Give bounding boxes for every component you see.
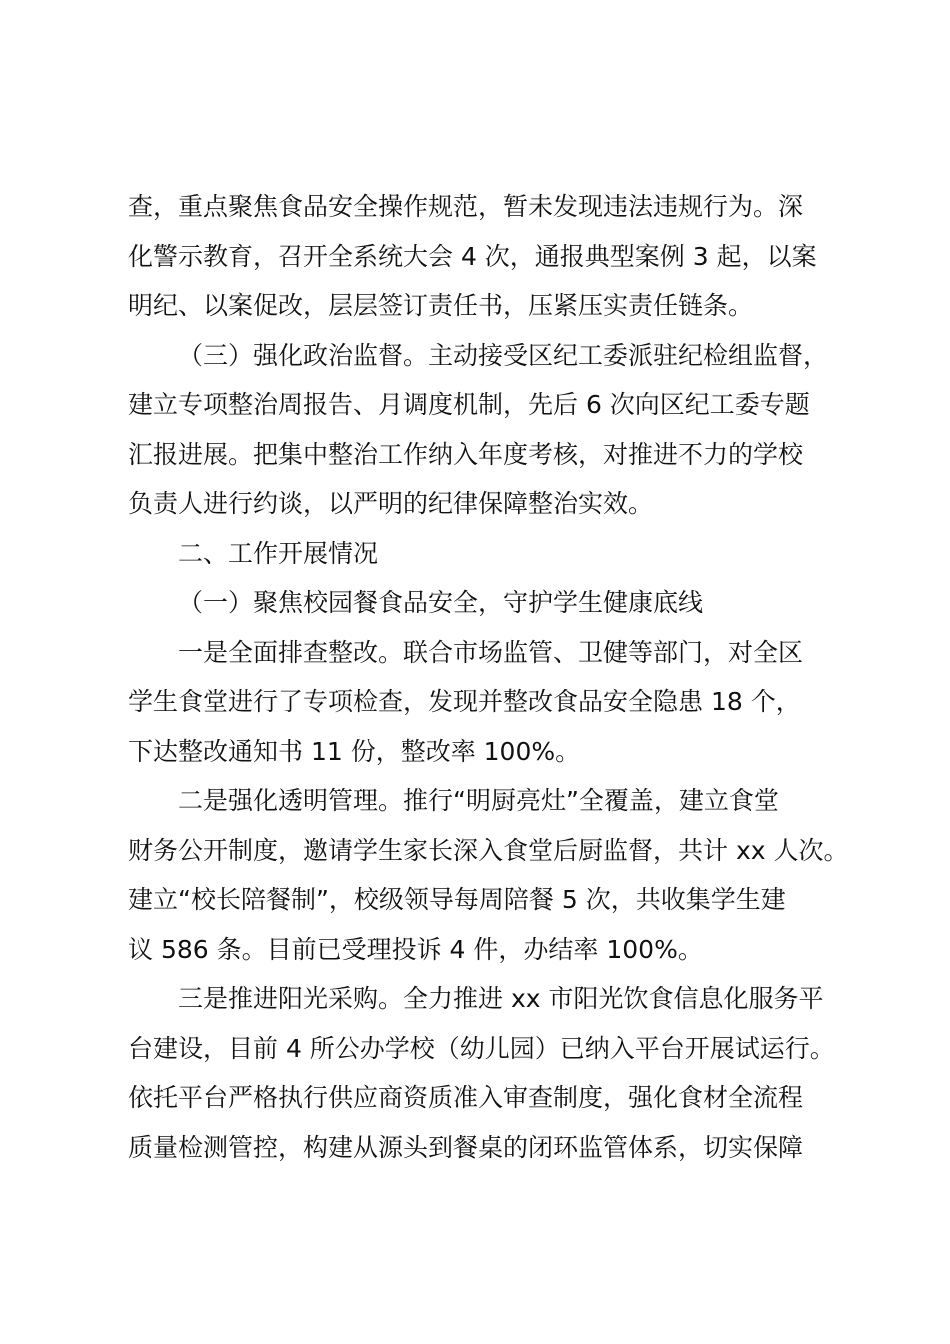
- text-line: 质量检测管控，构建从源头到餐桌的闭环监管体系，切实保障: [128, 1132, 804, 1162]
- text-line: 二是强化透明管理。推行“明厨亮灶”全覆盖，建立食堂: [178, 786, 779, 815]
- text-line: （三）强化政治监督。主动接受区纪工委派驻纪检组监督，: [178, 340, 829, 370]
- text-line: 查，重点聚焦食品安全操作规范，暂未发现违法违规行为。深: [128, 192, 804, 221]
- text-line: 明纪、以案促改，层层签订责任书，压紧压实责任链条。: [128, 291, 754, 320]
- text-line: 建立“校长陪餐制”，校级领导每周陪餐 5 次，共收集学生建: [128, 885, 786, 914]
- text-line: 负责人进行约谈，以严明的纪律保障整治实效。: [128, 489, 654, 518]
- text-line: 建立专项整治周报告、月调度机制，先后 6 次向区纪工委专题: [128, 390, 810, 419]
- text-line: 议 586 条。目前已受理投诉 4 件，办结率 100%。: [128, 934, 703, 964]
- text-line: 下达整改通知书 11 份，整改率 100%。: [128, 736, 581, 766]
- text-line: 台建设，目前 4 所公办学校（幼儿园）已纳入平台开展试运行。: [128, 1033, 835, 1063]
- text-line: 一是全面排查整改。联合市场监管、卫健等部门，对全区: [178, 637, 804, 667]
- document-body: [128, 182, 858, 1172]
- text-line: 依托平台严格执行供应商资质准入审查制度，强化食材全流程: [128, 1083, 804, 1112]
- section-heading: 二、工作开展情况: [178, 538, 379, 568]
- text-line: 汇报进展。把集中整治工作纳入年度考核，对推进不力的学校: [128, 439, 804, 469]
- text-line: 三是推进阳光采购。全力推进 xx 市阳光饮食信息化服务平: [178, 984, 824, 1013]
- text-line: 财务公开制度，邀请学生家长深入食堂后厨监督，共计 xx 人次。: [128, 835, 849, 865]
- subsection-heading: （一）聚焦校园餐食品安全，守护学生健康底线: [178, 588, 704, 617]
- text-line: 学生食堂进行了专项检查，发现并整改食品安全隐患 18 个，: [128, 687, 801, 716]
- text-line: 化警示教育，召开全系统大会 4 次，通报典型案例 3 起，以案: [128, 241, 817, 271]
